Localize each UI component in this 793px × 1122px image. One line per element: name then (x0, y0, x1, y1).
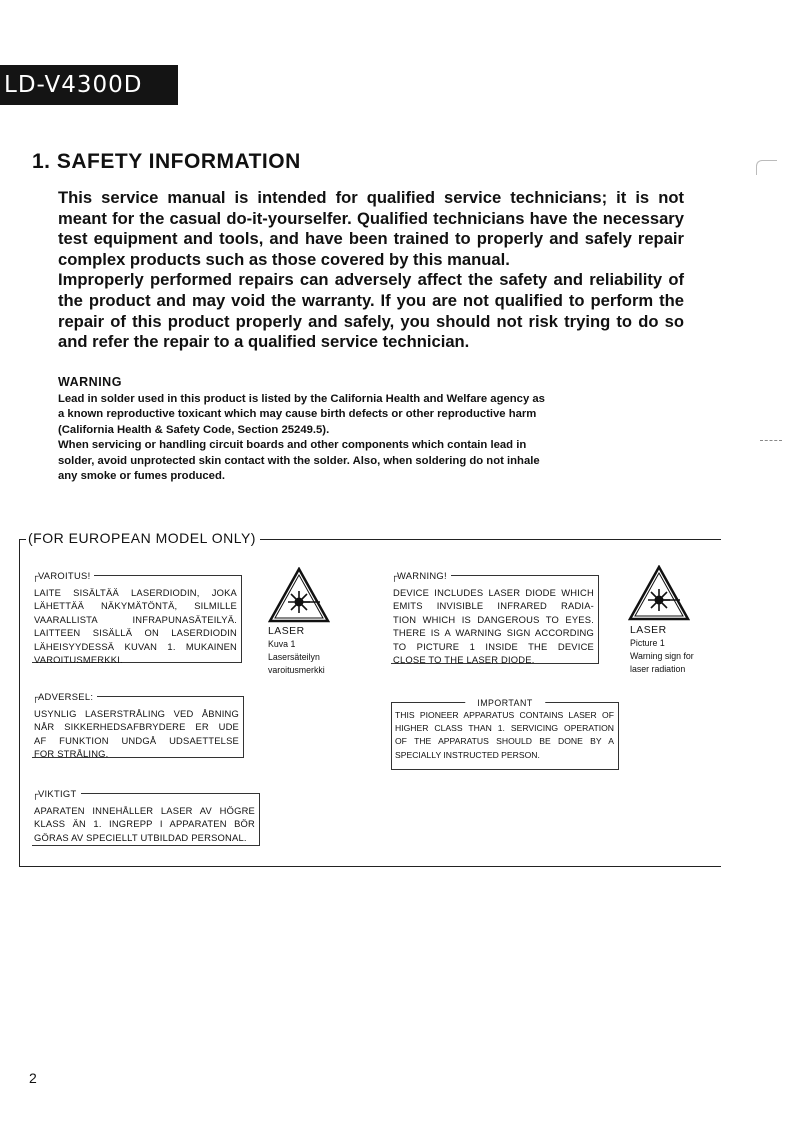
viktigt-line: GÖRAS AV SPECIELLT UTBILDAD PERSONAL. (34, 831, 247, 843)
warning-en-line: TO PICTURE 1 INSIDE THE DEVICE (393, 640, 594, 652)
warning-line: a known reproductive toxicant which may cause birth defects or other reproductive harm (58, 408, 537, 421)
varoitus-line: VAARALLISTA INFRAPUNASÄTEILYÄ. (34, 613, 237, 625)
warning-en-line: TION WHICH IS DANGEROUS TO EYES. (393, 613, 594, 625)
varoitus-line: LÄHEISYYDESSÄ KUVAN 1. MUKAINEN (34, 640, 237, 652)
varoitus-title: ┌ VAROITUS! (32, 569, 94, 582)
laser-hazard-icon (268, 567, 330, 623)
warning-en-title: ┌ WARNING! (391, 569, 451, 582)
viktigt-line: APARATEN INNEHÅLLER LASER AV HÖGRE (34, 805, 255, 816)
adversel-title: ┌ ADVERSEL: (32, 690, 97, 703)
scan-mark (756, 160, 777, 175)
sign-caption-line: Kuva 1 (268, 639, 296, 649)
adversel-line: NÅR SIKKERHEDSAFBRYDERE ER UDE (34, 721, 239, 733)
section-title-text: SAFETY INFORMATION (56, 150, 301, 173)
european-model-title: (FOR EUROPEAN MODEL ONLY) (26, 530, 260, 546)
important-line: SPECIALLY INSTRUCTED PERSON. (395, 749, 540, 760)
important-box (391, 698, 619, 770)
adversel-line: FOR STRÅLING. (34, 748, 109, 760)
laser-label: LASER (630, 625, 667, 636)
important-line: OF THE APPARATUS SHOULD BE DONE BY A (395, 736, 614, 747)
varoitus-line: LÄHETTÄÄ NÄKYMÄTÖNTÄ, SILMILLE (34, 600, 237, 612)
adversel-line: AF FUNKTION UNDGÅ UDSAETTELSE (34, 734, 239, 746)
warning-line: When servicing or handling circuit boards and other components which contain lead in (58, 439, 527, 452)
warning-line: (California Health & Safety Code, Section 25249.5). (58, 423, 330, 436)
viktigt-line: KLASS ÄN 1. INGREPP I APPARATEN BÖR (34, 818, 255, 830)
sign-caption-line: varoitusmerkki (268, 665, 325, 675)
varoitus-box (32, 570, 242, 666)
viktigt-box (32, 788, 260, 846)
varoitus-line: LAITE SISÄLTÄÄ LASERDIODIN, JOKA (34, 587, 237, 598)
warning-line: any smoke or fumes produced. (58, 470, 225, 483)
important-line: HIGHER CLASS THAN 1. SERVICING OPERATION (395, 723, 614, 734)
scan-mark (760, 440, 782, 441)
warning-heading: WARNING (58, 375, 122, 389)
adversel-box (32, 691, 244, 760)
laser-hazard-icon (628, 565, 690, 621)
warning-en-line: DEVICE INCLUDES LASER DIODE WHICH (393, 587, 594, 598)
intro-paragraph-1: This service manual is intended for qualified service technicians; it is not meant for the casual do-it-yourselfer. Qualified technicians have the necessary test equipment and tools, and have been trained to properly and safely repair complex products such as those covered by this manual. (58, 188, 684, 269)
laser-warning-sign-en (628, 565, 694, 676)
viktigt-title: ┌ VIKTIGT (32, 787, 81, 800)
varoitus-line: LAITTEEN SISÄLLÄ ON LASERDIODIN (34, 627, 237, 639)
page-number: 2 (29, 1070, 37, 1086)
sign-caption-line: Picture 1 (630, 638, 665, 648)
adversel-line: USYNLIG LASERSTRÅLING VED ÅBNING (34, 708, 239, 719)
warning-line: Lead in solder used in this product is listed by the California Health and Welfare agency as (58, 393, 545, 405)
intro-text (58, 188, 684, 353)
important-line: THIS PIONEER APPARATUS CONTAINS LASER OF (395, 710, 614, 720)
warning-line: solder, avoid unprotected skin contact with the solder. Also, when soldering do not inhale (58, 454, 540, 467)
model-badge (0, 65, 178, 105)
section-title (32, 150, 301, 174)
sign-caption-line: Warning sign for (630, 651, 694, 661)
warning-body (58, 392, 624, 484)
warning-en-line: EMITS INVISIBLE INFRARED RADIA- (393, 600, 594, 612)
section-number: 1. (32, 150, 51, 173)
important-title: IMPORTANT (465, 697, 545, 710)
varoitus-line: VAROITUSMERKKI. (34, 654, 123, 666)
laser-warning-sign-fi (268, 567, 330, 677)
model-name: LD-V4300D (4, 72, 143, 98)
warning-en-line: THERE IS A WARNING SIGN ACCORDING (393, 627, 594, 639)
sign-caption-line: laser radiation (630, 664, 686, 674)
laser-label: LASER (268, 626, 305, 637)
intro-paragraph-2: Improperly performed repairs can adversely affect the safety and reliability of the product and may void the warranty. If you are not qualified to perform the repair of this product properly and safely, you should not risk trying to do so and refer the repair to a qualified service technician. (58, 270, 684, 352)
warning-en-box (391, 570, 599, 666)
warning-en-line: CLOSE TO THE LASER DIODE. (393, 654, 535, 666)
sign-caption-line: Lasersäteilyn (268, 652, 320, 662)
